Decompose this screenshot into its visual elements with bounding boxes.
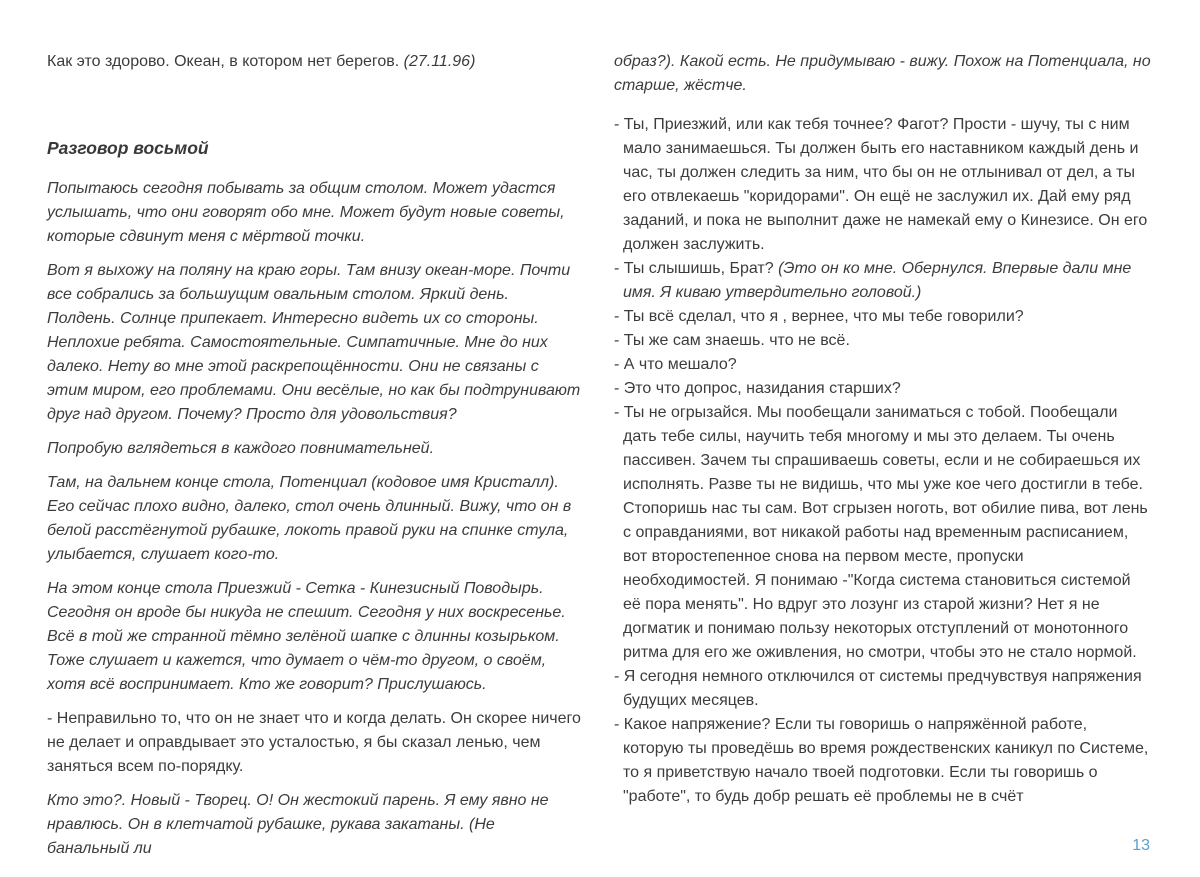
- page-number: 13: [1132, 837, 1150, 854]
- paragraph: Вот я выхожу на поляну на краю горы. Там внизу океан-море. Почти все собрались за большущим овальным столом. Яркий день. Полдень. Солнце припекает. Интересно видеть их со стороны. Неплохие ребята. Самостоятельные. Симпатичные. Мне до них далеко. Нету во мне этой раскрепощённости. Они не связаны с этим миром, его проблемами. Они весёлые, но как бы подтрунивают друг над другом. Почему? Просто для удовольствия?: [47, 262, 581, 423]
- dialogue-line: - Ты, Приезжий, или как тебя точнее? Фагот? Прости - шучу, ты с ним мало занимаешься. Ты должен быть его наставником каждый день и час, ты должен следить за ним, что бы он не отлынивал от дел, а ты его отвлекаешь "коридорами". Он ещё не заслужил их. Дай ему ряд заданий, и пока не выполнит даже не намекай ему о Кинезисе. Он его должен заслужить.: [614, 116, 1148, 253]
- dialogue-block: [614, 113, 1151, 809]
- paragraph: Кто это?. Новый - Творец. О! Он жестокий парень. Я ему явно не нравлюсь. Он в клетчатой рубашке, рукава закатаны. (Не банальный ли: [47, 792, 549, 857]
- left-column: [47, 50, 581, 871]
- right-column: [614, 50, 1151, 809]
- dialogue-line: - Ты не огрызайся. Мы пообещали заниматься с тобой. Пообещали дать тебе силы, научить тебя многому и мы это делаем. Ты очень пассивен. Зачем ты спрашиваешь советы, если и не собираешься их исполнять. Разве ты не видишь, что мы уже кое чего достигли в тебе. Стопоришь нас ты сам. Вот сгрызен ноготь, вот обилие пива, вот лень с оправданиями, вот никакой работы над временным расписанием, вот второстепенное снова на первом месте, пропуски необходимостей. Я понимаю -"Когда система становиться системой её пора менять". Но вдруг это лозунг из старой жизни? Нет я не догматик и понимаю пользу некоторых отступлений от монотонного ритма для его же оживления, но смотри, чтобы это не стало нормой.: [614, 404, 1148, 661]
- paragraph: Попытаюсь сегодня побывать за общим столом. Может удастся услышать, что они говорят обо мне. Может будут новые советы, которые сдвинут меня с мёртвой точки.: [47, 180, 565, 245]
- dialogue-line: - Я сегодня немного отключился от системы предчувствуя напряжения будущих месяцев.: [614, 668, 1142, 709]
- dialogue-paragraph: - Неправильно то, что он не знает что и когда делать. Он скорее ничего не делает и оправдывает это усталостью, я бы сказал ленью, чем заняться всем по-порядку.: [47, 710, 581, 775]
- dialogue-line: - Ты же сам знаешь. что не всё.: [614, 332, 850, 349]
- intro-date: (27.11.96): [403, 53, 476, 70]
- continuation-paragraph: образ?). Какой есть. Не придумываю - вижу. Похож на Потенциала, но старше, жёстче.: [614, 53, 1151, 94]
- dialogue-aside: (Это он ко мне. Обернулся. Впервые дали мне имя. Я киваю утвердительно головой.): [623, 260, 1132, 301]
- paragraph: На этом конце стола Приезжий - Сетка - Кинезисный Поводырь. Сегодня он вроде бы никуда не спешит. Сегодня у них воскресенье. Всё в той же странной тёмно зелёной шапке с длинны козырьком. Тоже слушает и кажется, что думает о чём-то другом, о своём, хотя всё воспринимает. Кто же говорит? Прислушаюсь.: [47, 580, 566, 693]
- section-heading: Разговор восьмой: [47, 138, 209, 158]
- dialogue-line: - Какое напряжение? Если ты говоришь о напряжённой работе, которую ты проведёшь во время рождественских каникул по Системе, то я приветствую начало твоей подготовки. Если ты говоришь о "работе", то будь добр решать её проблемы не в счёт: [614, 716, 1149, 805]
- dialogue-line: [614, 257, 1151, 305]
- dialogue-line: - Ты всё сделал, что я , вернее, что мы тебе говорили?: [614, 308, 1024, 325]
- paragraph: Там, на дальнем конце стола, Потенциал (кодовое имя Кристалл). Его сейчас плохо видно, далеко, стол очень длинный. Вижу, что он в белой расстёгнутой рубашке, локоть правой руки на спинке стула, улыбается, слушает кого-то.: [47, 474, 572, 563]
- dialogue-speech: - Ты слышишь, Брат?: [614, 260, 779, 277]
- intro-line: [47, 50, 581, 74]
- dialogue-line: - Это что допрос, назидания старших?: [614, 380, 901, 397]
- paragraph: Попробую вглядеться в каждого повнимательней.: [47, 440, 435, 457]
- dialogue-line: - А что мешало?: [614, 356, 737, 373]
- intro-text: Как это здорово. Океан, в котором нет берегов.: [47, 53, 404, 70]
